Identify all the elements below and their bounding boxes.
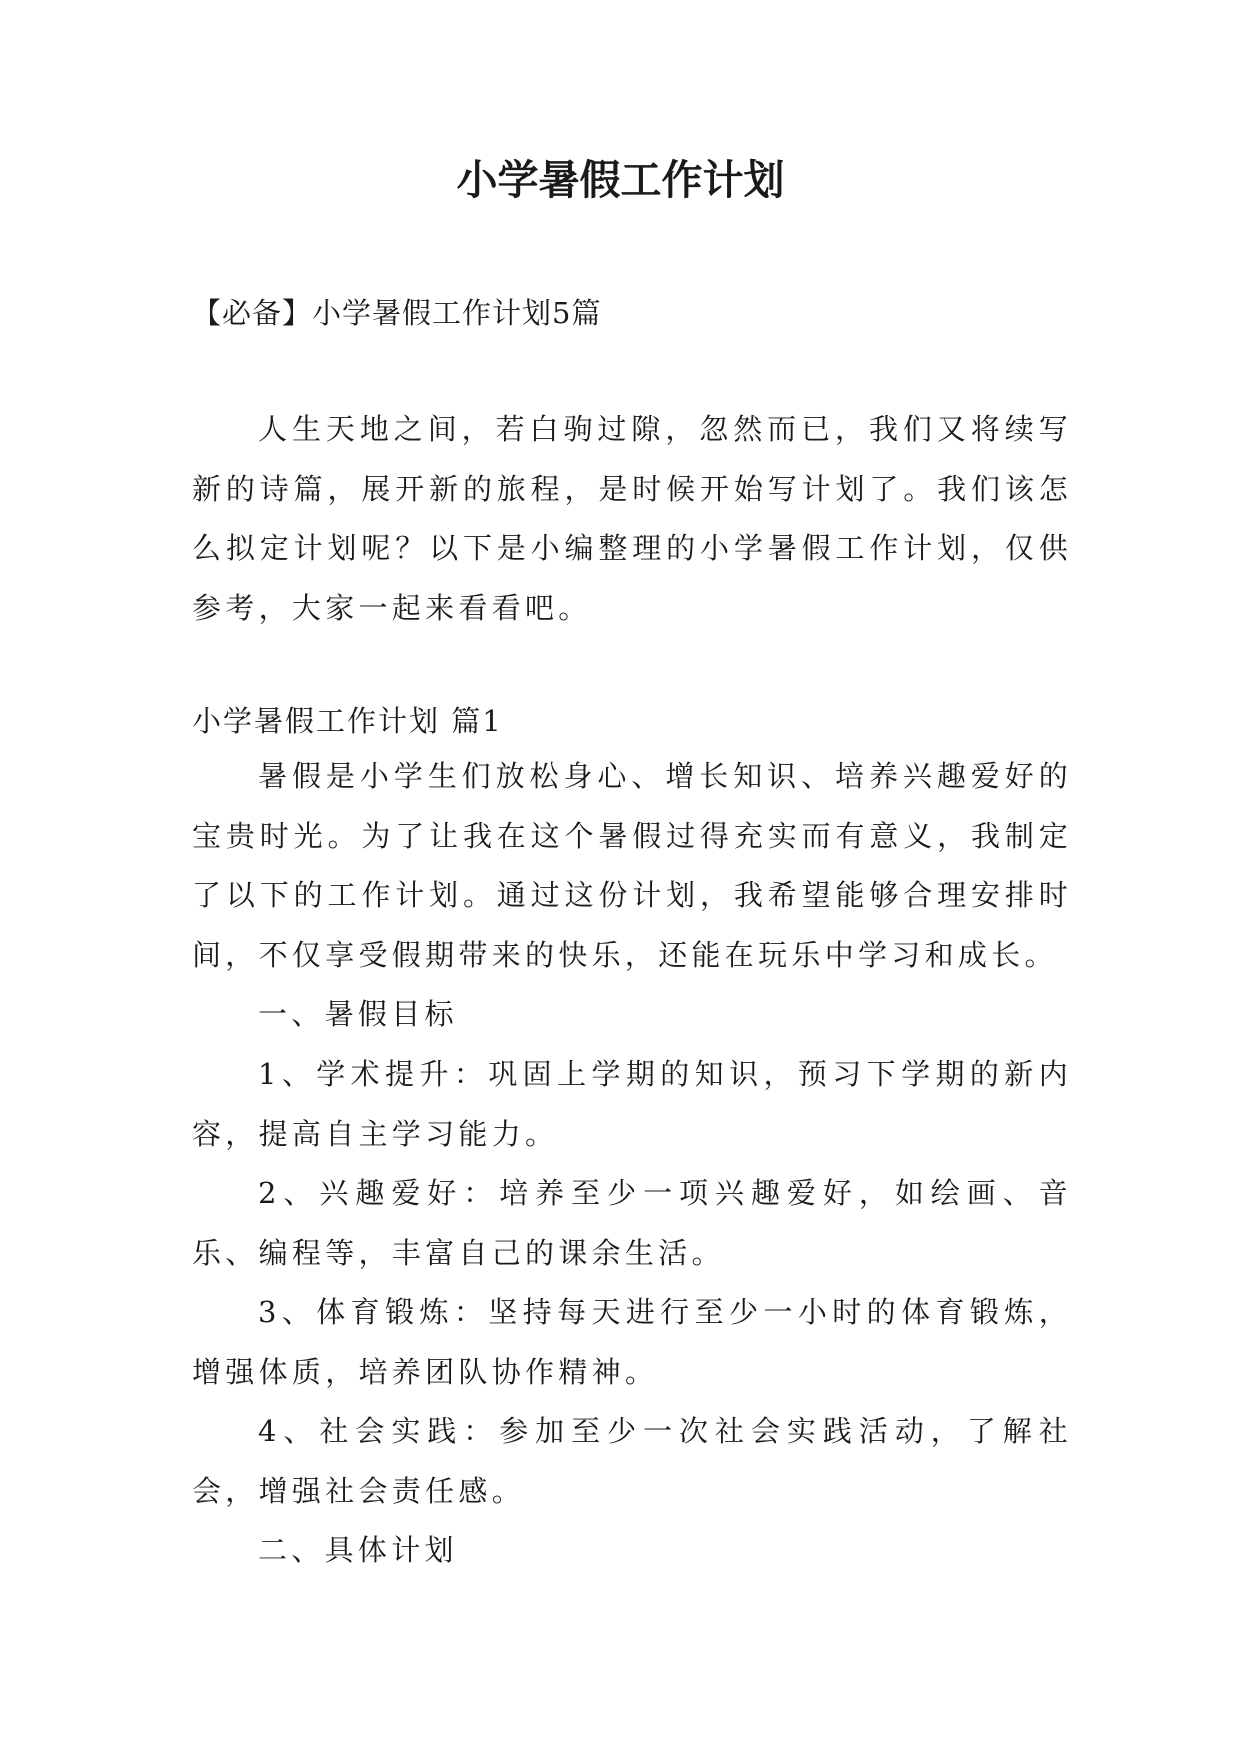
goal-item: 4、社会实践：参加至少一次社会实践活动，了解社会，增强社会责任感。 (192, 1414, 1072, 1508)
goal-item: 1、学术提升：巩固上学期的知识，预习下学期的新内容，提高自主学习能力。 (192, 1057, 1072, 1151)
goal-item: 3、体育锻炼：坚持每天进行至少一小时的体育锻炼，增强体质，培养团队协作精神。 (192, 1295, 1072, 1389)
section-heading: 小学暑假工作计划 篇1 (192, 704, 503, 738)
document-subtitle: 【必备】小学暑假工作计划5篇 (192, 296, 602, 330)
section-subheading: 一、暑假目标 (258, 997, 458, 1031)
section-subheading: 二、具体计划 (258, 1533, 458, 1567)
goal-item: 2、兴趣爱好：培养至少一项兴趣爱好，如绘画、音乐、编程等，丰富自己的课余生活。 (192, 1176, 1072, 1270)
body-paragraph: 暑假是小学生们放松身心、增长知识、培养兴趣爱好的宝贵时光。为了让我在这个暑假过得充实而有意义，我制定了以下的工作计划。通过这份计划，我希望能够合理安排时间，不仅享受假期带来的快乐，还能在玩乐中学习和成长。 (192, 759, 1072, 972)
document-title: 小学暑假工作计划 (456, 156, 785, 204)
intro-paragraph: 人生天地之间，若白驹过隙，忽然而已，我们又将续写新的诗篇，展开新的旅程，是时候开始写计划了。我们该怎么拟定计划呢？以下是小编整理的小学暑假工作计划，仅供参考，大家一起来看看吧。 (192, 412, 1072, 625)
